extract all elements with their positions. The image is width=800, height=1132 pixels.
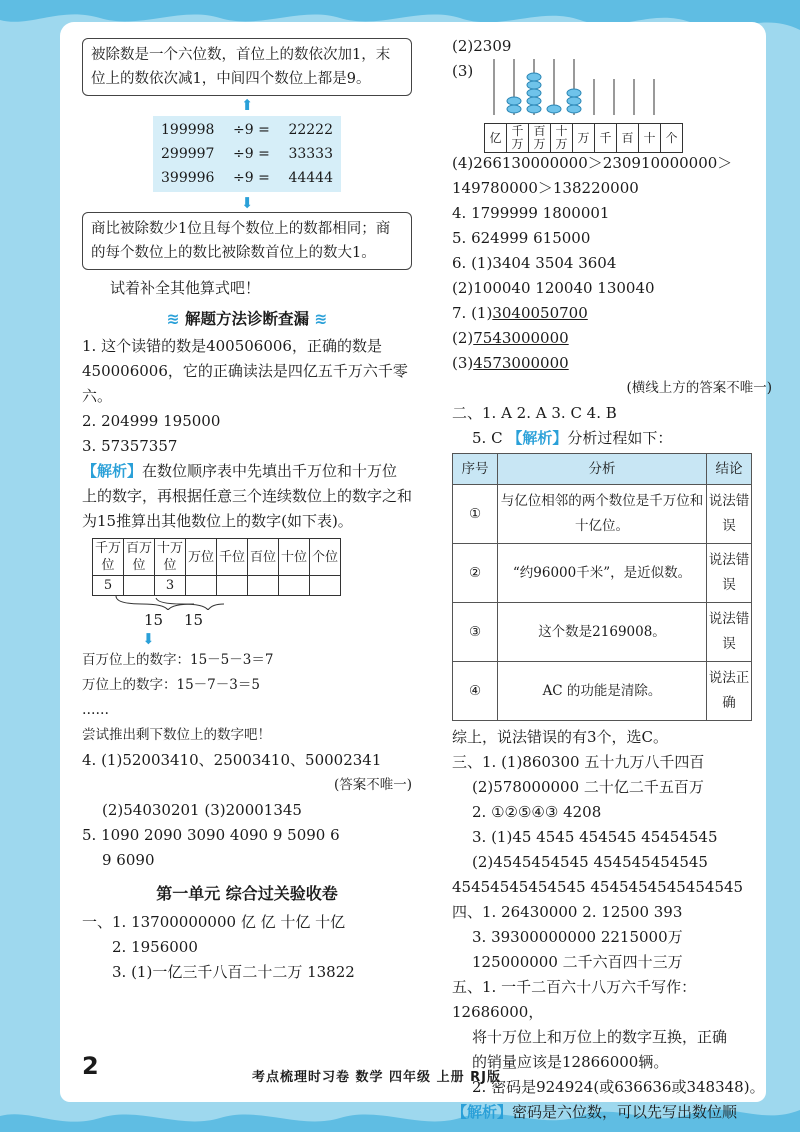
abacus-label: 个 (661, 124, 683, 153)
abacus-label: 百万 (529, 124, 551, 153)
calc-line: 百万位上的数字：15－5－3＝7 (82, 652, 274, 668)
answer-line: 五、1. 一千二百六十八万六千写作：12686000， (452, 978, 697, 1021)
table-cell (310, 576, 341, 596)
page-number: 2 (82, 1052, 99, 1080)
equation-block (153, 116, 341, 192)
footer-text: 考点梳理时习卷 数学 四年级 上册 RJ版 (252, 1070, 501, 1085)
table-cell: 3 (155, 576, 186, 596)
table-cell: 5 (93, 576, 124, 596)
analysis-text: 【解析】在数位顺序表中先填出千万位和十万位上的数字，再根据任意三个连续数位上的数字之和为15推算出其他数位上的数字(如下表)。 (82, 462, 413, 530)
table-cell (186, 576, 217, 596)
answer-line: (2)578000000 二十亿二千五百万 (472, 778, 704, 796)
table-row: ④ AC 的功能是清除。 说法正确 (453, 662, 752, 721)
analysis-table (452, 453, 752, 721)
wave-icon: ≋ (314, 310, 328, 328)
abacus-label: 百 (617, 124, 639, 153)
table-row: ③ 这个数是2169008。 说法错误 (453, 603, 752, 662)
abacus-label: 十 (639, 124, 661, 153)
table-header: 百位 (248, 539, 279, 576)
unit-answer: 2. 1956000 (112, 938, 198, 956)
table-header: 万位 (186, 539, 217, 576)
arrow-up-icon: ⬆ (240, 96, 254, 114)
brace-icon (112, 596, 232, 610)
calc-line: 万位上的数字：15－7－3＝5 (82, 677, 260, 693)
analysis-label: 【解析】 (507, 429, 568, 447)
abacus-label: 十万 (551, 124, 573, 153)
try-line: 试着补全其他算式吧！ (110, 279, 261, 297)
abacus-figure (484, 59, 683, 153)
try-line: 尝试推出剩下数位上的数字吧！ (82, 727, 271, 743)
arrow-down-icon: ⬇ (142, 630, 155, 648)
answer-line: (2)7543000000 (452, 329, 569, 347)
answer-line: 5. C 【解析】分析过程如下： (472, 429, 673, 447)
abacus-label: 千万 (507, 124, 529, 153)
table-row: ① 与亿位相邻的两个数位是千万位和十亿位。 说法错误 (453, 485, 752, 544)
table-header: 序号 (453, 454, 498, 485)
abacus-beads (484, 59, 674, 115)
abacus-row: (3) 亿 千万 百万 十万 万 千 百 十 个 (452, 59, 772, 151)
table-header: 十位 (279, 539, 310, 576)
wave-icon: ≋ (166, 310, 180, 328)
answer-line: 2. 密码是924924(或636636或348348)。 (472, 1078, 765, 1096)
equation-row: 299997 ÷9 = 33333 (161, 146, 333, 162)
table-cell (217, 576, 248, 596)
answer-line: (2)2309 (452, 37, 512, 55)
unit-answer: 3. (1)一亿三千八百二十二万 13822 (112, 963, 355, 981)
answer-q5b: 9 6090 (102, 851, 155, 869)
answer-q1: 1. 这个读错的数是400506006，正确的数是450006006，它的正确读法是四亿五千万六千零六。 (82, 337, 408, 405)
answer-line: 3. 39300000000 2215000万 (472, 928, 683, 946)
answer-q2: 2. 204999 195000 (82, 412, 221, 430)
answer-line: 4. 1799999 1800001 (452, 204, 610, 222)
unit-answer: 一、1. 13700000000 亿 亿 十亿 十亿 (82, 913, 346, 931)
answer-line: 2. ①②⑤④③ 4208 (472, 803, 602, 821)
hint-box-quotient: 商比被除数少1位且每个数位上的数都相同；商的每个数位上的数比被除数首位上的数大1。 (82, 212, 412, 270)
table-header: 个位 (310, 539, 341, 576)
table-cell (248, 576, 279, 596)
abacus-label: 亿 (485, 124, 507, 153)
abacus-label: 万 (573, 124, 595, 153)
table-header: 千万位 (93, 539, 124, 576)
note: (答案不唯一) (333, 777, 412, 793)
answer-line: 149780000＞138220000 (452, 179, 639, 197)
answer-line: 四、1. 26430000 2. 12500 393 (452, 903, 683, 921)
answer-line: 5. 624999 615000 (452, 229, 591, 247)
analysis-label: 【解析】 (452, 1103, 513, 1121)
answer-line: (2)4545454545 454545454545 (472, 853, 708, 871)
abacus-label: 千 (595, 124, 617, 153)
answer-line: 3. (1)45 4545 454545 45454545 (472, 828, 718, 846)
hint-box-dividend: 被除数是一个六位数，首位上的数依次加1，末位上的数依次减1，中间四个数位上都是9。 (82, 38, 412, 96)
table-header: 百万位 (124, 539, 155, 576)
abacus-labels (484, 123, 683, 153)
answer-line: (3)4573000000 (452, 354, 569, 372)
note: (横线上方的答案不唯一) (626, 380, 772, 396)
answer-line: (4)266130000000＞230910000000＞ (452, 154, 733, 172)
answer-q5: 5. 1090 2090 3090 4090 9 5090 6 (82, 826, 340, 844)
table-header: 结论 (707, 454, 752, 485)
equation-row: 199998 ÷9 = 22222 (161, 122, 333, 138)
section-title: ≋ 解题方法诊断查漏 ≋ (166, 310, 328, 328)
answer-q4b: (2)54030201 (3)20001345 (102, 801, 302, 819)
brace-annotation (82, 596, 412, 630)
unit-title: 第一单元 综合过关验收卷 (156, 884, 338, 903)
ellipsis: …… (82, 702, 109, 718)
brace-label: 15 (184, 611, 204, 629)
table-header: 分析 (498, 454, 707, 485)
table-row: ② “约96000千米”，是近似数。 说法错误 (453, 544, 752, 603)
answer-q3: 3. 57357357 (82, 437, 178, 455)
analysis-label: 【解析】 (82, 462, 143, 480)
brace-label: 15 (144, 611, 164, 629)
answer-line: 45454545454545 4545454545454545 (452, 878, 744, 896)
arrow-down-icon: ⬇ (240, 194, 254, 212)
answer-line: 125000000 二千六百四十三万 (472, 953, 683, 971)
answer-line: 【解析】密码是六位数，可以先写出数位顺 (452, 1103, 738, 1121)
right-column (452, 34, 772, 1125)
answer-line: 7. (1)3040050700 (452, 304, 588, 322)
answer-line: 6. (1)3404 3504 3604 (452, 254, 617, 272)
equation-row: 399996 ÷9 = 44444 (161, 170, 333, 186)
table-cell (124, 576, 155, 596)
answer-line: 将十万位上和万位上的数字互换，正确 (472, 1028, 728, 1046)
answer-line: 综上，说法错误的有3个，选C。 (452, 728, 669, 746)
digit-place-table (92, 538, 341, 596)
table-cell (279, 576, 310, 596)
answer-line: (2)100040 120040 130040 (452, 279, 655, 297)
table-header: 千位 (217, 539, 248, 576)
table-header: 十万位 (155, 539, 186, 576)
left-column (82, 38, 412, 985)
answer-line: 二、1. A 2. A 3. C 4. B (452, 404, 617, 422)
answer-line: 三、1. (1)860300 五十九万八千四百 (452, 753, 705, 771)
answer-q4: 4. (1)52003410、25003410、50002341 (82, 751, 382, 769)
answer-line: 的销量应该是12866000辆。 (472, 1053, 669, 1071)
